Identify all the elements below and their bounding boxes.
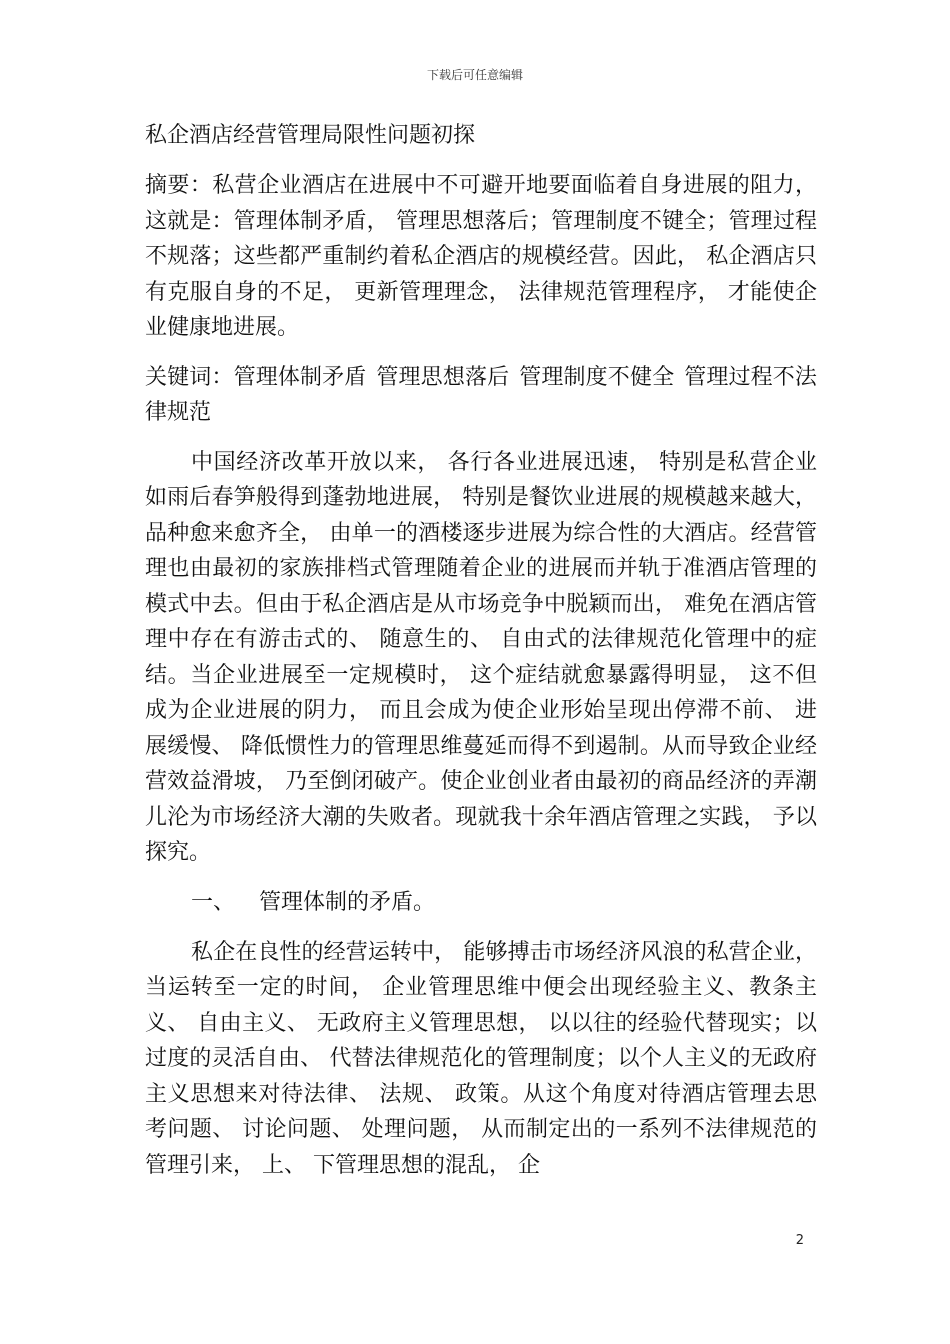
section-title: 管理体制的矛盾。 [259,889,436,915]
body-paragraph-1: 中国经济改革开放以来， 各行各业进展迅速， 特别是私营企业如雨后春笋般得到蓬勃地进展， 特别是餐饮业进展的规模越来越大， 品种愈来愈齐全， 由单一的酒楼逐步进展为综合性的大酒店。经营管理也由最初的家族排档式管理随着企业的进展而并轨于准酒店管理的模式中去。但由于私企酒店是从市场竞争中脱颖而出， 难免在酒店管理中存在有游击式的、 随意生的、 自由式的法律规范化管理中的症结。当企业进展至一定规模时， 这个症结就愈暴露得明显， 这不但成为企业进展的阴力， 而且会成为使企业形始呈现出停滞不前、 进展缓慢、 降低惯性力的管理思维蔓延而得不到遏制。从而导致企业经营效益滑坡， 乃至倒闭破产。使企业创业者由最初的商品经济的弄潮儿沦为市场经济大潮的失败者。现就我十余年酒店管理之实践， 予以探究。 [145,449,817,865]
page-number: 2 [795,1233,804,1248]
keyword-item: 管理过程不法律规范 [145,364,817,425]
abstract-text: 私营企业酒店在进展中不可避开地要面临着自身进展的阻力， 这就是：管理体制矛盾， 管理思想落后；管理制度不键全；管理过程不规落；这些都严重制约着私企酒店的规模经营。因此， 私企酒店只有克服自身的不足， 更新管理理念， 法律规范管理程序， 才能使企业健康地进展。 [145,173,817,340]
keyword-item: 管理制度不健全 [519,364,675,390]
abstract-label: 摘要： [145,173,213,198]
section-heading-1 [145,885,817,921]
header-note: 下载后可任意编辑 [426,68,523,82]
keywords-paragraph [145,360,817,431]
keyword-item: 管理体制矛盾 [233,364,367,390]
abstract-paragraph [145,168,817,346]
document-title: 私企酒店经营管理局限性问题初探 [145,123,476,148]
keyword-item: 管理思想落后 [376,364,510,390]
document-body [145,118,817,1197]
keywords-label: 关键词： [145,364,234,390]
body-paragraph-2: 私企在良性的经营运转中， 能够搏击市场经济风浪的私营企业， 当运转至一定的时间， 企业管理思维中便会出现经验主义、教条主义、 自由主义、 无政府主义管理思想， 以以往的经验代替现实；以过度的灵活自由、 代替法律规范化的管理制度；以个人主义的无政府主义思想来对待法律、 法规、 政策。从这个角度对待酒店管理去思考问题、 讨论问题、 处理问题， 从而制定出的一系列不法律规范的管理引来， 上、 下管理思想的混乱， 企 [145,939,817,1178]
section-number: 一、 [191,889,236,915]
